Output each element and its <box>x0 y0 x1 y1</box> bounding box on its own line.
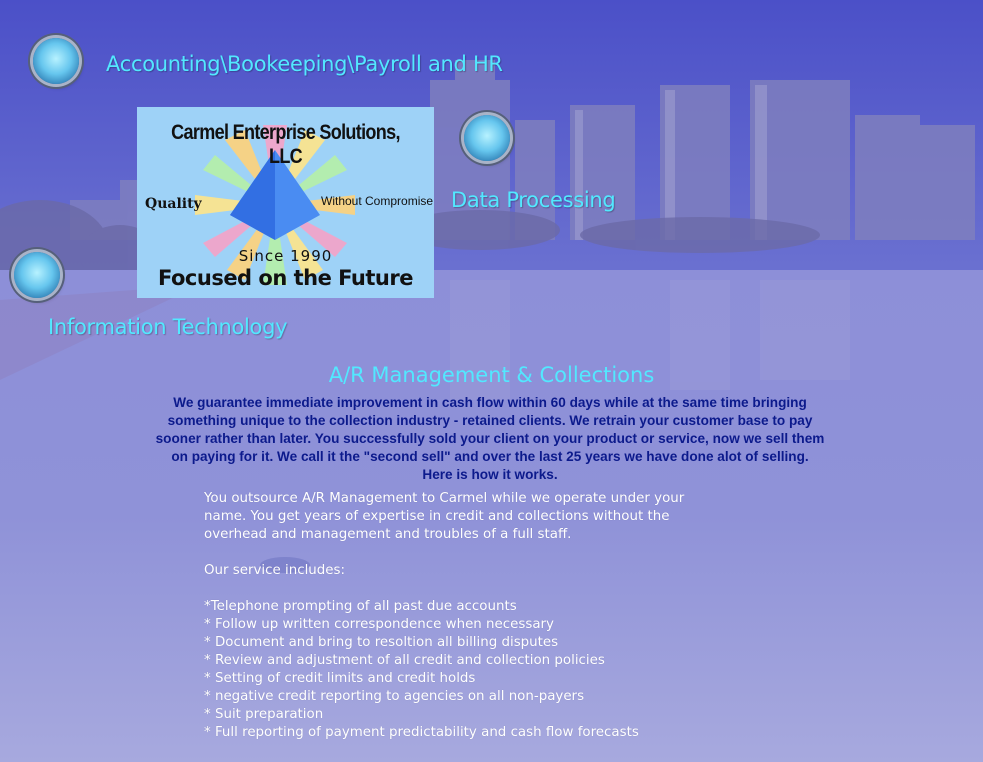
logo-quality-text: Quality <box>145 196 202 212</box>
list-item: * Full reporting of payment predictability and cash flow forecasts <box>204 725 639 740</box>
list-item: * Review and adjustment of all credit and collection policies <box>204 653 605 668</box>
section-title: A/R Management & Collections <box>328 363 655 387</box>
list-item: * Document and bring to resoltion all billing disputes <box>204 635 559 650</box>
logo-company-name: Carmel Enterprise Solutions, LLC <box>171 121 400 168</box>
data-processing-link[interactable]: Data Processing <box>451 188 616 212</box>
list-item: * negative credit reporting to agencies on all non-payers <box>204 689 585 704</box>
section-body <box>204 490 704 742</box>
data-processing-nav-button[interactable] <box>464 115 510 161</box>
overview-paragraph: You outsource A/R Management to Carmel while we operate under your name. You get years of expertise in credit and collections without the overhead and management and troubles of a full staff. <box>204 491 685 542</box>
list-item: * Suit preparation <box>204 707 324 722</box>
company-logo <box>137 107 434 298</box>
information-technology-nav-button[interactable] <box>14 252 60 298</box>
list-item: *Telephone prompting of all past due accounts <box>204 599 517 614</box>
information-technology-link[interactable]: Information Technology <box>48 315 288 339</box>
accounting-link[interactable]: Accounting\Bookeeping\Payroll and HR <box>106 52 503 76</box>
section-intro: We guarantee immediate improvement in cash flow within 60 days while at the same time bringing something unique to the collection industry - retained clients. We retrain your customer base to pay sooner rather than later. You successfully sold your client on your product or service, now we sell them on paying for it. We call it the "second sell" and over the last 25 years we have done alot of selling. Here is how it works. <box>155 395 825 482</box>
list-item: * Setting of credit limits and credit holds <box>204 671 476 686</box>
includes-label: Our service includes: <box>204 563 346 578</box>
logo-since-text: Since 1990 <box>238 247 333 265</box>
logo-tagline: Focused on the Future <box>158 266 413 290</box>
list-item: * Follow up written correspondence when necessary <box>204 617 554 632</box>
logo-without-compromise-text: Without Compromise <box>321 194 434 208</box>
accounting-nav-button[interactable] <box>33 38 79 84</box>
services-list <box>204 598 704 742</box>
